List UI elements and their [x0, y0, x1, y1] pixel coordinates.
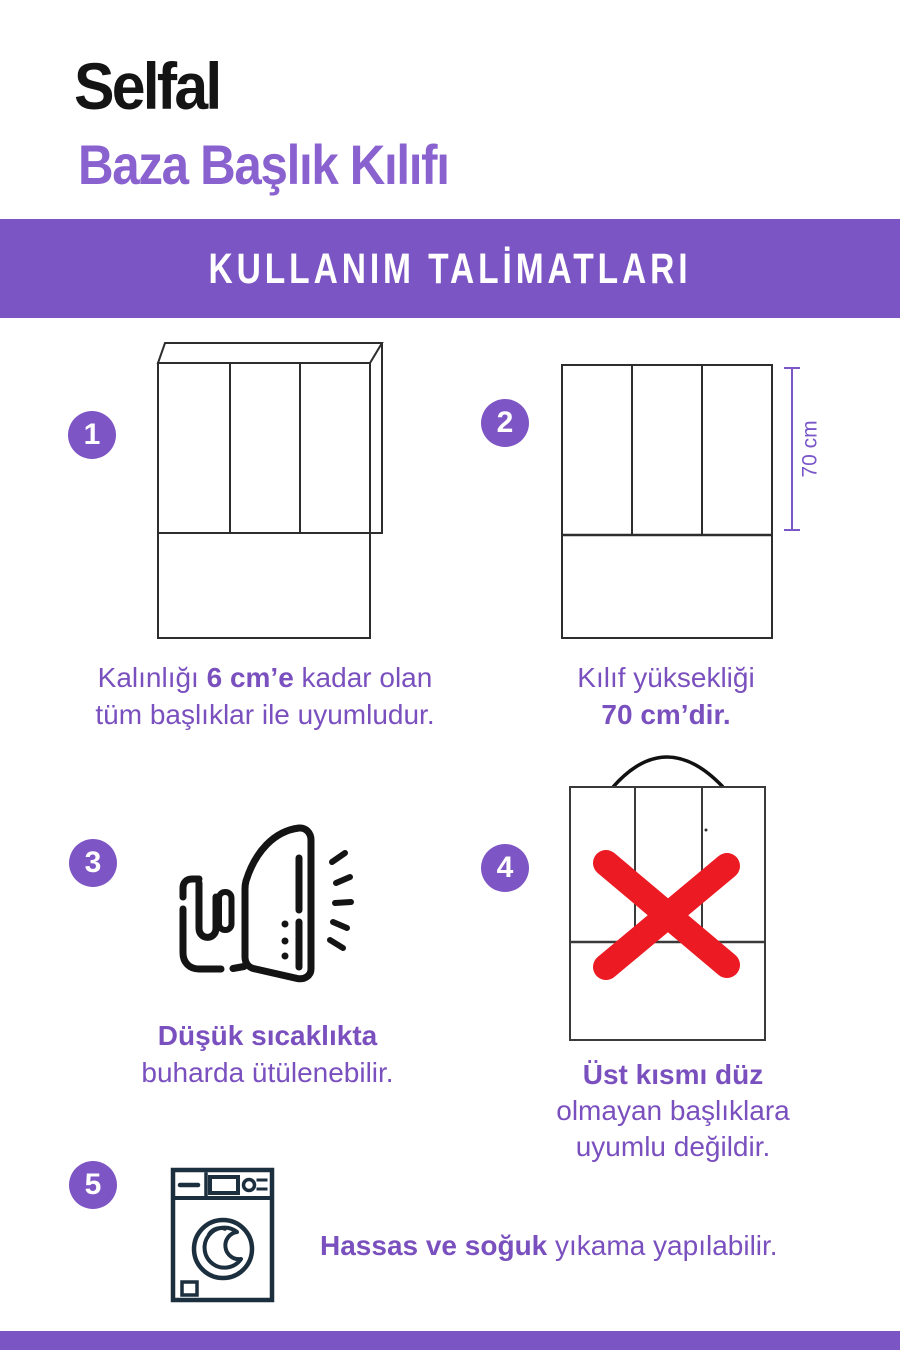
step-1-badge	[68, 411, 116, 459]
headboard-top-face	[158, 343, 382, 363]
iron-dots	[282, 921, 289, 960]
step-2-number: 2	[496, 406, 514, 439]
step-5-number: 5	[84, 1168, 102, 1201]
washer-filter-door	[182, 1282, 197, 1295]
caption-bold-text: Düşük sıcaklıkta	[157, 1020, 378, 1051]
banner-title: KULLANIM TALİMATLARI	[208, 245, 692, 293]
step-1-caption	[25, 659, 505, 733]
step-5-badge	[69, 1161, 117, 1209]
step-4-badge	[481, 844, 529, 892]
caption-line	[25, 659, 505, 696]
caption-text: Kalınlığı	[97, 662, 207, 693]
step-3-caption	[25, 1017, 510, 1091]
caption-line	[25, 1017, 510, 1054]
instructions-banner	[0, 219, 900, 318]
steam-iron-icon	[175, 818, 355, 988]
crossed-headboard-icon	[560, 745, 775, 1045]
step-2-badge	[481, 399, 529, 447]
brand-logo: Selfal	[74, 49, 220, 123]
step-3-number: 3	[84, 846, 102, 879]
caption-line: Kılıf yüksekliği	[577, 662, 755, 693]
step-1-number: 1	[83, 418, 101, 451]
measurement-label: 70 cm	[798, 420, 822, 478]
step-3-badge	[69, 839, 117, 887]
caption-text: kadar olan	[293, 662, 433, 693]
step-5-caption	[320, 1227, 840, 1264]
caption-bold-text: Hassas ve soğuk	[320, 1230, 548, 1261]
bottom-accent-bar	[0, 1331, 900, 1350]
caption-line: uyumlu değildir.	[575, 1131, 771, 1162]
headboard-base	[562, 535, 772, 638]
step-4-number: 4	[496, 851, 514, 884]
curved-top-arc	[613, 757, 723, 787]
headboard-base	[158, 533, 370, 638]
caption-bold-text: 70 cm’dir.	[601, 699, 731, 730]
washing-machine-icon	[168, 1165, 278, 1305]
step-4-caption	[468, 1057, 878, 1165]
caption-line: tüm başlıklar ile uyumludur.	[95, 699, 435, 730]
washer-dial	[244, 1180, 255, 1191]
washer-display	[210, 1177, 238, 1193]
step-2-caption	[466, 659, 866, 733]
headboard-side-face	[370, 343, 382, 533]
caption-bold-text: Üst kısmı düz	[582, 1059, 764, 1090]
small-dot	[705, 829, 708, 832]
caption-line	[466, 696, 866, 733]
headboard-front-face	[158, 363, 370, 533]
caption-line: olmayan başlıklara	[556, 1095, 790, 1126]
headboard-front-face	[562, 365, 772, 535]
headboard-front-icon	[555, 358, 825, 648]
caption-bold-text: 6 cm’e	[206, 662, 294, 693]
caption-text: yıkama yapılabilir.	[547, 1230, 778, 1261]
red-x-icon	[606, 863, 727, 967]
caption-line	[468, 1057, 878, 1093]
iron-clip	[219, 892, 232, 930]
product-title: Baza Başlık Kılıfı	[78, 133, 449, 196]
headboard-3d-icon	[150, 335, 395, 645]
steam-lines	[330, 853, 351, 948]
caption-line: buharda ütülenebilir.	[141, 1057, 394, 1088]
iron-handle-inner	[199, 883, 216, 937]
